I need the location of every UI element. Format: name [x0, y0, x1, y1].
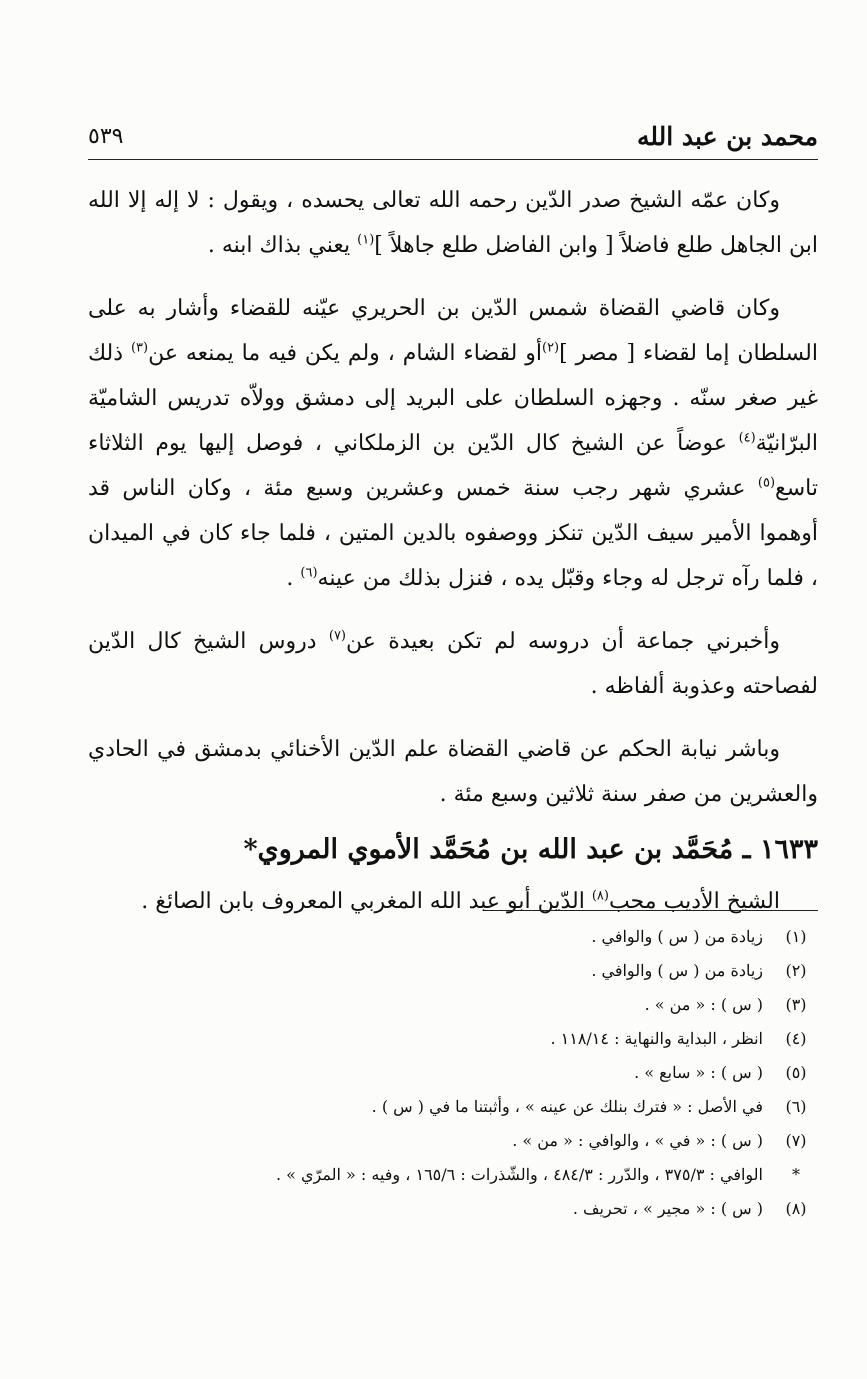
- footnote-number: (٥): [785, 1063, 807, 1082]
- paragraph-text: عوضاً عن الشيخ كال الدّين بن الزملكاني ، فوصل إليها يوم الثلاثاء تاسع: [88, 431, 818, 501]
- paragraph-text: وكان قاضي القضاة شمس الدّين بن الحريري عيّنه للقضاء وأشار به على السلطان إما لقضاء [ مصر ]: [88, 296, 818, 366]
- paragraph-text: الدّين أبو عبد الله المغربي المعروف بابن الصائغ .: [141, 889, 592, 914]
- paragraph-text: يعني بذاك ابنه .: [207, 233, 358, 258]
- footnote-ref: (٣): [130, 340, 149, 356]
- paragraph-text: .: [286, 566, 301, 591]
- footnote-ref: (٨): [591, 888, 609, 904]
- entry-paragraph: [88, 879, 818, 924]
- footnote: [57, 1192, 817, 1226]
- running-title: محمد بن عبد الله: [636, 122, 818, 151]
- footnote-text: زيادة من ( س ) والوافي .: [591, 961, 763, 980]
- footnote-ref: (٢): [541, 340, 560, 356]
- paragraph-text: وكان عمّه الشيخ صدر الدّين رحمه الله تعالى يحسده ، ويقول : لا إله إلا الله ابن الجاهل طلع فاضلاً [ وابن الفاضل طلع جاهلاً ]: [88, 188, 818, 258]
- footnote-number: (٦): [785, 1097, 807, 1116]
- footnote-text: ( س ) : « سابع » .: [634, 1063, 763, 1082]
- footnote: [57, 1090, 817, 1124]
- page-header: [88, 118, 818, 158]
- footnote: [57, 920, 817, 954]
- page-number: ٥٣٩: [88, 124, 124, 149]
- footnote: [57, 1124, 817, 1158]
- header-rule: [88, 159, 818, 160]
- footnote-number: (٣): [785, 995, 807, 1014]
- footnote: [57, 1158, 817, 1192]
- footnote-number: (١): [785, 927, 807, 946]
- paragraph-1: [88, 178, 818, 268]
- footnote-number: (٧): [785, 1131, 807, 1150]
- footnote-number: (٤): [785, 1029, 807, 1048]
- footnote-ref: (٧): [328, 628, 346, 644]
- footnote: [57, 954, 817, 988]
- footnote-number: (٨): [785, 1199, 807, 1218]
- footnote-text: ( س ) : « في » ، والوافي : « من » .: [512, 1131, 763, 1150]
- paragraph-text: الشيخ الأديب محب: [608, 889, 780, 914]
- footnote-number: *: [792, 1165, 800, 1184]
- footnote-text: ( س ) : « مجير » ، تحريف .: [572, 1199, 763, 1218]
- footnote-ref: (١): [357, 232, 375, 248]
- footnote-number: (٢): [785, 961, 807, 980]
- footnote: [57, 1022, 817, 1056]
- footnote-text: زيادة من ( س ) والوافي .: [591, 927, 763, 946]
- footnote-separator: [484, 910, 818, 911]
- footnote-ref: (٤): [738, 430, 756, 446]
- paragraph-text: عشري شهر رجب سنة خمس وعشرين وسبع مئة ، وكان الناس قد أوهموا الأمير سيف الدّين تنكز ووصفوه بالدين المتين ، فلما جاء كان في الميدان ، فلما رآه ترجل له وجاء وقبّل يده ، فنزل بذلك من عينه: [88, 476, 818, 591]
- footnote-text: الوافي : ٣٧٥/٣ ، والدّرر : ٤٨٤/٣ ، والشّذرات : ١٦٥/٦ ، وفيه : « المرّي » .: [275, 1165, 763, 1184]
- main-text: [88, 178, 818, 942]
- paragraph-text: أو لقضاء الشام ، ولم يكن فيه ما يمنعه عن: [148, 341, 542, 366]
- footnote: [57, 988, 817, 1022]
- footnote: [57, 1056, 817, 1090]
- paragraph-3: [88, 619, 818, 709]
- footnote-text: انظر ، البداية والنهاية : ١١٨/١٤ .: [550, 1029, 763, 1048]
- footnote-ref: (٦): [300, 565, 318, 581]
- footnote-ref: (٥): [757, 475, 776, 491]
- footnote-text: ( س ) : « من » .: [644, 995, 763, 1014]
- paragraph-text: وباشر نيابة الحكم عن قاضي القضاة علم الدّين الأخنائي بدمشق في الحادي والعشرين من صفر سنة ثلاثين وسبع مئة .: [88, 737, 818, 807]
- footnote-text: في الأصل : « فترك بنلك عن عينه » ، وأثبتنا ما في ( س ) .: [371, 1097, 763, 1116]
- footnotes: [57, 920, 817, 1226]
- paragraph-text: دروس الشيخ كال الدّين لفصاحته وعذوبة ألفاظه .: [88, 629, 818, 699]
- paragraph-text: ذلك غير صغر سنّه . وجهزه السلطان على البريد إلى دمشق وولاّه تدريس الشاميّة البرّانيّة: [88, 341, 818, 456]
- paragraph-4: [88, 727, 818, 817]
- paragraph-text: وأخبرني جماعة أن دروسه لم تكن بعيدة عن: [346, 629, 780, 654]
- entry-heading: ١٦٣٣ ـ مُحَمَّد بن عبد الله بن مُحَمَّد الأموي المروي*: [243, 834, 818, 865]
- paragraph-2: [88, 286, 818, 601]
